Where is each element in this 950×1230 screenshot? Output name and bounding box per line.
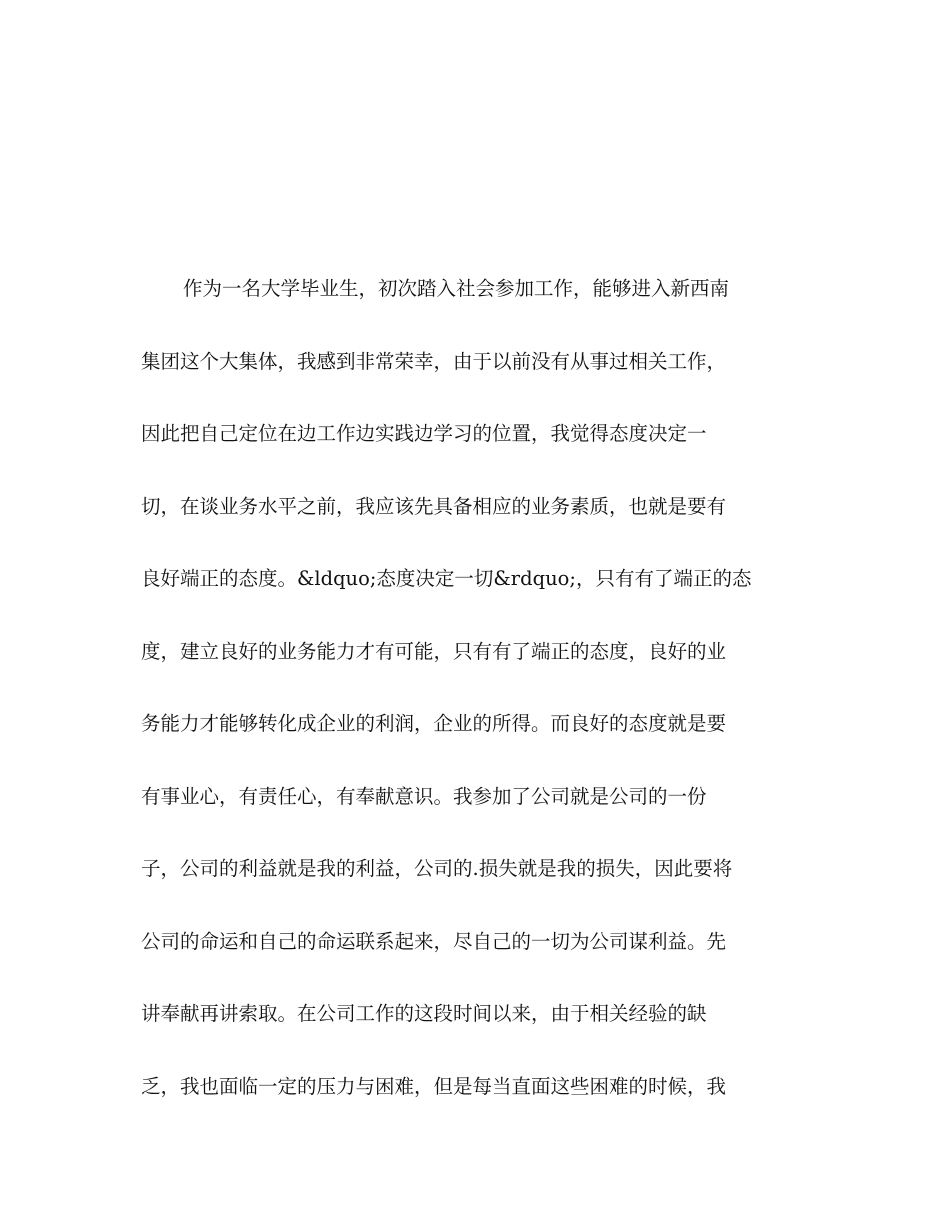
body-paragraph: [0, 265, 950, 1135]
text-line: 乏，我也面临一定的压力与困难，但是每当直面这些困难的时候，我: [141, 1074, 727, 1098]
text-line: 因此把自己定位在边工作边实践边学习的位置，我觉得态度决定一: [141, 422, 707, 445]
text-line: 公司的命运和自己的命运联系起来，尽自己的一切为公司谋利益。先: [141, 929, 727, 953]
text-line: 讲奉献再讲索取。在公司工作的这段时间以来，由于相关经验的缺: [141, 1002, 707, 1025]
text-line: 有事业心，有责任心，有奉献意识。我参加了公司就是公司的一份: [141, 784, 707, 808]
text-line: 切，在谈业务水平之前，我应该先具备相应的业务素质，也就是要有: [141, 494, 727, 518]
text-line: 度，建立良好的业务能力才有可能，只有有了端正的态度，良好的业: [141, 639, 727, 663]
text-line: 子，公司的利益就是我的利益，公司的.损失就是我的损失，因此要将: [141, 857, 733, 880]
text-line: 作为一名大学毕业生，初次踏入社会参加工作，能够进入新西南: [183, 277, 730, 300]
text-line: 良好端正的态度。&ldquo;态度决定一切&rdquo;，只有有了端正的态: [141, 567, 752, 590]
text-line: 务能力才能够转化成企业的利润，企业的所得。而良好的态度就是要: [141, 712, 727, 735]
text-line: 集团这个大集体，我感到非常荣幸，由于以前没有从事过相关工作，: [141, 349, 727, 373]
